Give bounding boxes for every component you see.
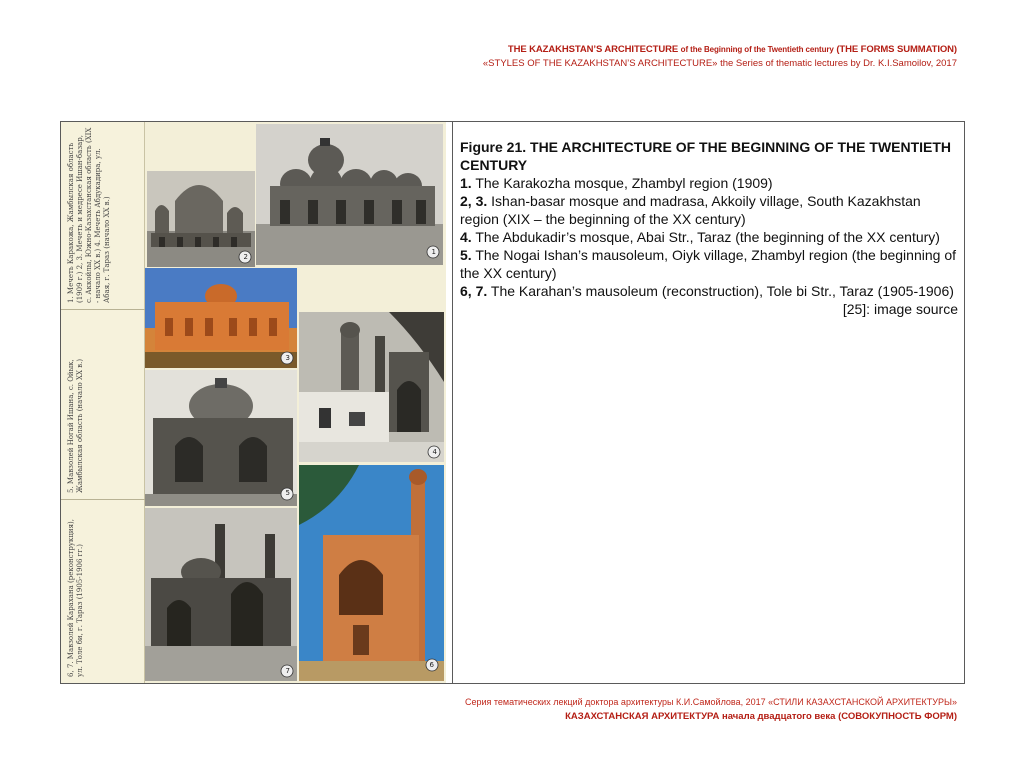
photo-number-6: 6 [429,661,434,669]
sidebar-caption-3: 6, 7. Мавзолей Карахана (реконструкция), ул. Толе би, г. Тараз (1905-1906 гг.) [67,519,84,677]
header-title-main: THE KAZAKHSTAN’S ARCHITECTURE [507,44,679,55]
photo-number-1: 1 [431,248,436,256]
photo-number-2: 2 [243,253,248,261]
caption-title: Figure 21. THE ARCHITECTURE OF THE BEGINNING OF THE TWENTIETH CENTURY [460,139,952,173]
caption-item-2-text: Ishan-basar mosque and madrasa, Akkoily village, South Kazakhstan region (XIX – the beginning of the XX century) [460,193,921,227]
caption-item-3-text: The Abdukadir’s mosque, Abai Str., Taraz (the beginning of the XX century) [475,229,940,245]
caption-item-4 [460,246,958,282]
sidebar-cell-3 [61,500,145,683]
caption-item-4-text: The Nogai Ishan’s mausoleum, Oiyk village, Zhambyl region (the beginning of the XX century) [460,247,956,281]
caption-item-5-text: The Karahan’s mausoleum (reconstruction), Tole bi Str., Taraz (1905-1906) [490,283,954,299]
photo-1 [256,124,443,265]
caption-item-1-text: The Karakozha mosque, Zhambyl region (1909) [475,175,773,191]
collage-sidebar [61,122,145,683]
photo-number-4: 4 [432,448,437,456]
photo-number-5: 5 [285,489,290,497]
header-title [508,44,957,55]
photo-number-7: 7 [285,667,290,675]
frame-divider [452,121,453,684]
caption-item-1-num: 1. [460,175,472,191]
photo-3 [145,268,297,368]
sidebar-cell-1 [61,122,145,310]
footer-series: Серия тематических лекций доктора архитектуры К.И.Самойлова, 2017 «СТИЛИ КАЗАХСТАНСКОЙ АРХИТЕКТУРЫ» [464,697,957,707]
caption-item-5 [460,282,958,300]
footer-title: КАЗАХСТАНСКАЯ АРХИТЕКТУРА начала двадцатого века (СОВОКУПНОСТЬ ФОРМ) [565,711,957,722]
caption-item-2-num: 2, 3. [460,193,488,209]
photo-7 [145,508,297,681]
caption-source: [25]: image source [842,301,958,317]
photo-6 [299,465,444,681]
header-title-tail: (THE FORMS SUMMATION) [836,44,957,55]
caption-item-3 [460,228,958,246]
sidebar-caption-2: 5. Мавзолей Ногай Ишана, с. Ойык, Жамбылская область (начало XX в.) [67,358,84,493]
photo-2 [147,171,255,267]
sidebar-cell-2 [61,310,145,500]
caption-item-1 [460,174,958,192]
photo-collage [61,122,446,683]
caption-item-2 [460,192,958,228]
caption-item-5-num: 6, 7. [460,283,488,299]
photo-number-3: 3 [285,354,290,362]
header-series: «STYLES OF THE KAZAKHSTAN’S ARCHITECTURE» the Series of thematic lectures by Dr. K.I.Samoilov, 2017 [482,58,957,69]
header-title-sub: of the Beginning of the Twentieth century [680,45,834,54]
caption-item-4-num: 5. [460,247,472,263]
figure-caption [460,138,958,318]
caption-item-3-num: 4. [460,229,472,245]
sidebar-caption-1: 1. Мечеть Каракожа, Жамбылская область (1909 г.) 2, 3. Мечеть и медресе Ишан-базар, с. Аккойлы, Южно-Казахстанская область (XIX - начало XX в.) 4. Мечеть Абдукадира, ул. Абая, г. Тараз (начало XX в.) [67,127,111,303]
photo-5 [145,370,297,506]
photo-4 [299,312,444,462]
